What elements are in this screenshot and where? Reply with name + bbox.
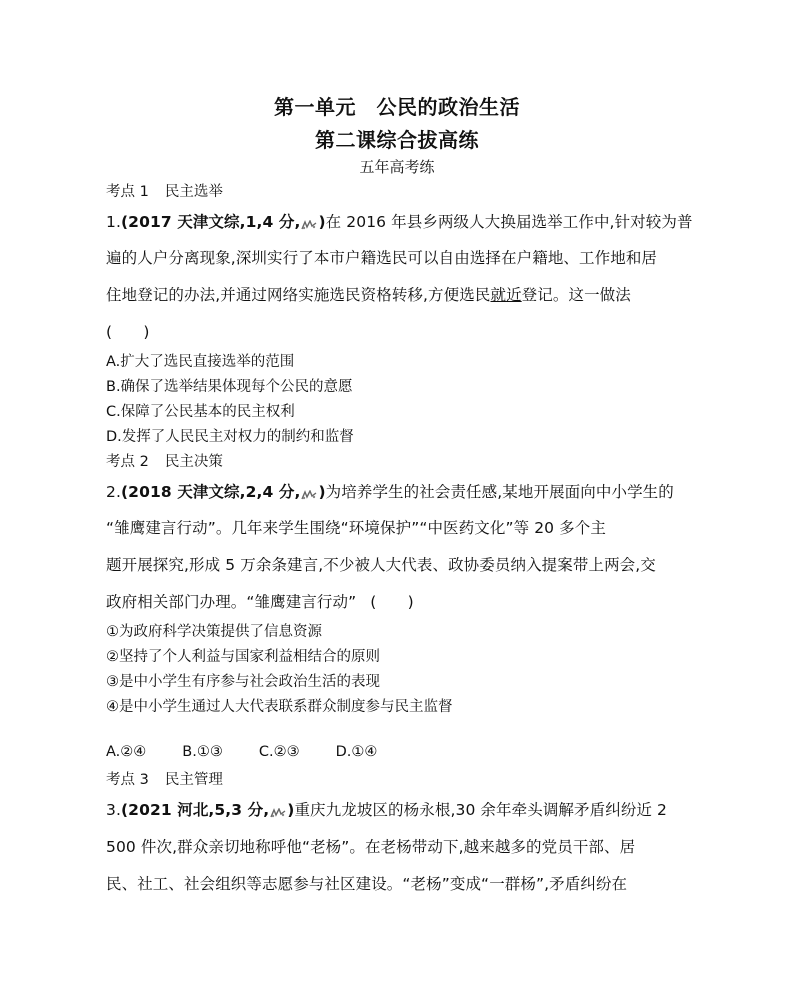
section-heading-2: 考点 2 民主决策: [106, 454, 223, 470]
underlined-text: 就近: [490, 286, 522, 304]
question-2-line-3: 题开展探究,形成 5 万余条建言,不少被人大代表、政协委员纳入提案带上两会,交: [106, 556, 656, 574]
question-1-option-b: B.确保了选举结果体现每个公民的意愿: [106, 379, 353, 395]
question-2-line-2: “雏鹰建言行动”。几年来学生围绕“环境保护”“中医药文化”等 20 多个主: [106, 519, 606, 537]
question-3-line-1: 3.(2021 河北,5,3 分, )重庆九龙坡区的杨永根,30 余年牵头调解矛盾纠纷近 2: [106, 801, 668, 819]
question-2-statement-1: ①为政府科学决策提供了信息资源: [106, 624, 322, 640]
difficulty-stars-icon: [300, 217, 318, 228]
unit-title: 第一单元 公民的政治生活: [274, 95, 520, 119]
question-3-source: (2021 河北,5,3 分,: [121, 801, 270, 819]
question-1-option-c: C.保障了公民基本的民主权利: [106, 404, 295, 420]
section-heading-3: 考点 3 民主管理: [106, 772, 223, 788]
question-1-line-3: 住地登记的办法,并通过网络实施选民资格转移,方便选民就近登记。这一做法: [106, 286, 631, 304]
difficulty-stars-icon: [269, 805, 287, 816]
lesson-title: 第二课综合拔高练: [315, 128, 479, 152]
question-1-line-2: 遍的人户分离现象,深圳实行了本市户籍选民可以自由选择在户籍地、工作地和居: [106, 249, 658, 267]
question-3-line-2: 500 件次,群众亲切地称呼他“老杨”。在老杨带动下,越来越多的党员干部、居: [106, 838, 636, 856]
question-2-choices: [106, 744, 413, 760]
question-1-source: (2017 天津文综,1,4 分,: [121, 213, 301, 231]
section-subtitle: 五年高考练: [359, 158, 435, 176]
question-1-line-1: 1.(2017 天津文综,1,4 分, )在 2016 年县乡两级人大换届选举工作中,针对较为普: [106, 213, 693, 231]
choice-b: B.①③: [182, 744, 223, 760]
question-1-option-a: A.扩大了选民直接选举的范围: [106, 354, 295, 370]
question-1-answer-paren: ( ): [106, 323, 150, 341]
question-2-line-4: 政府相关部门办理。“雏鹰建言行动” ( ): [106, 593, 414, 611]
choice-c: C.②③: [258, 744, 300, 760]
question-2-statement-3: ③是中小学生有序参与社会政治生活的表现: [106, 674, 380, 690]
choice-a: A.②④: [106, 744, 147, 760]
question-2-answer-paren: ( ): [370, 593, 414, 611]
question-2-line-1: 2.(2018 天津文综,2,4 分, )为培养学生的社会责任感,某地开展面向中小学生的: [106, 483, 674, 501]
difficulty-stars-icon: [300, 487, 318, 498]
question-2-statement-2: ②坚持了个人利益与国家利益相结合的原则: [106, 649, 380, 665]
question-3-line-3: 民、社工、社会组织等志愿参与社区建设。“老杨”变成“一群杨”,矛盾纠纷在: [106, 875, 628, 893]
section-heading-1: 考点 1 民主选举: [106, 184, 223, 200]
choice-d: D.①④: [335, 744, 378, 760]
question-2-source: (2018 天津文综,2,4 分,: [121, 483, 301, 501]
question-1-option-d: D.发挥了人民民主对权力的制约和监督: [106, 429, 354, 445]
question-2-statement-4: ④是中小学生通过人大代表联系群众制度参与民主监督: [106, 699, 453, 715]
